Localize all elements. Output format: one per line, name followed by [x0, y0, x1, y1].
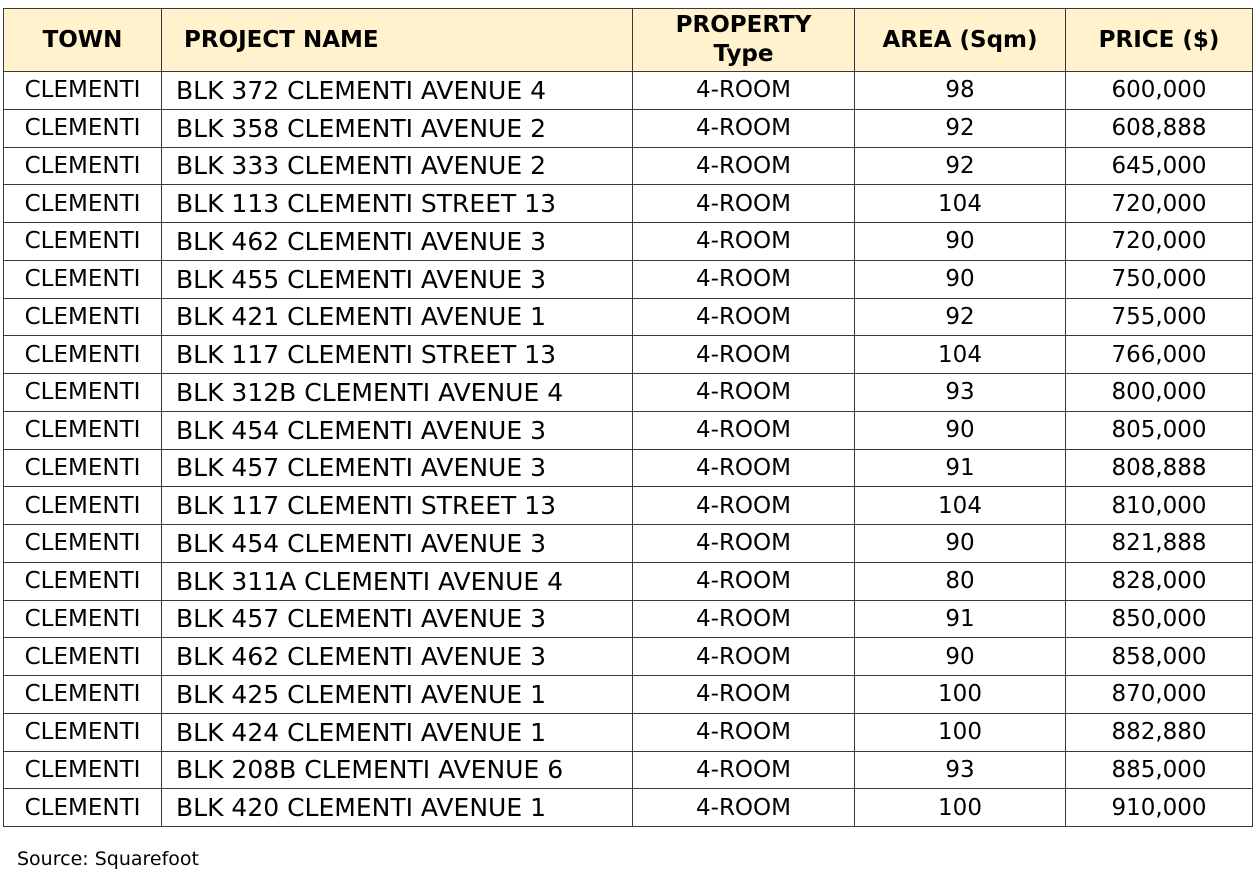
cell-area: 92	[855, 109, 1066, 147]
cell-area: 91	[855, 600, 1066, 638]
table-body	[4, 72, 1253, 827]
cell-town: CLEMENTI	[4, 374, 162, 412]
cell-town: CLEMENTI	[4, 223, 162, 261]
cell-property-type: 4-ROOM	[633, 751, 855, 789]
table-row	[4, 487, 1253, 525]
cell-area: 90	[855, 638, 1066, 676]
cell-area: 100	[855, 676, 1066, 714]
cell-property-type: 4-ROOM	[633, 411, 855, 449]
header-area: AREA (Sqm)	[855, 9, 1066, 72]
cell-project-name: BLK 421 CLEMENTI AVENUE 1	[162, 298, 633, 336]
cell-price: 910,000	[1066, 789, 1253, 827]
cell-town: CLEMENTI	[4, 72, 162, 110]
cell-project-name: BLK 455 CLEMENTI AVENUE 3	[162, 260, 633, 298]
cell-project-name: BLK 312B CLEMENTI AVENUE 4	[162, 374, 633, 412]
cell-project-name: BLK 454 CLEMENTI AVENUE 3	[162, 525, 633, 563]
table-row	[4, 109, 1253, 147]
header-price: PRICE ($)	[1066, 9, 1253, 72]
cell-town: CLEMENTI	[4, 600, 162, 638]
header-property-type	[633, 9, 855, 72]
table-row	[4, 72, 1253, 110]
table-row	[4, 336, 1253, 374]
cell-price: 600,000	[1066, 72, 1253, 110]
cell-price: 766,000	[1066, 336, 1253, 374]
cell-area: 80	[855, 562, 1066, 600]
table-row	[4, 751, 1253, 789]
cell-project-name: BLK 311A CLEMENTI AVENUE 4	[162, 562, 633, 600]
header-property-line1: PROPERTY	[675, 12, 812, 38]
cell-town: CLEMENTI	[4, 789, 162, 827]
cell-area: 92	[855, 298, 1066, 336]
cell-town: CLEMENTI	[4, 298, 162, 336]
cell-project-name: BLK 372 CLEMENTI AVENUE 4	[162, 72, 633, 110]
cell-price: 720,000	[1066, 185, 1253, 223]
cell-project-name: BLK 420 CLEMENTI AVENUE 1	[162, 789, 633, 827]
cell-property-type: 4-ROOM	[633, 298, 855, 336]
table-row	[4, 600, 1253, 638]
cell-price: 755,000	[1066, 298, 1253, 336]
table-header	[4, 9, 1253, 72]
cell-price: 850,000	[1066, 600, 1253, 638]
cell-project-name: BLK 424 CLEMENTI AVENUE 1	[162, 713, 633, 751]
cell-area: 90	[855, 411, 1066, 449]
cell-price: 870,000	[1066, 676, 1253, 714]
cell-price: 810,000	[1066, 487, 1253, 525]
cell-property-type: 4-ROOM	[633, 713, 855, 751]
header-row	[4, 9, 1253, 72]
cell-area: 93	[855, 374, 1066, 412]
table-row	[4, 147, 1253, 185]
cell-project-name: BLK 117 CLEMENTI STREET 13	[162, 487, 633, 525]
cell-project-name: BLK 457 CLEMENTI AVENUE 3	[162, 600, 633, 638]
cell-price: 828,000	[1066, 562, 1253, 600]
table-row	[4, 638, 1253, 676]
listing-table	[3, 8, 1253, 827]
cell-property-type: 4-ROOM	[633, 185, 855, 223]
cell-area: 104	[855, 336, 1066, 374]
cell-project-name: BLK 358 CLEMENTI AVENUE 2	[162, 109, 633, 147]
cell-price: 808,888	[1066, 449, 1253, 487]
cell-area: 92	[855, 147, 1066, 185]
cell-town: CLEMENTI	[4, 525, 162, 563]
table-row	[4, 713, 1253, 751]
cell-area: 100	[855, 713, 1066, 751]
cell-property-type: 4-ROOM	[633, 600, 855, 638]
cell-property-type: 4-ROOM	[633, 374, 855, 412]
cell-town: CLEMENTI	[4, 487, 162, 525]
cell-property-type: 4-ROOM	[633, 525, 855, 563]
table-row	[4, 525, 1253, 563]
cell-property-type: 4-ROOM	[633, 72, 855, 110]
cell-area: 90	[855, 525, 1066, 563]
cell-property-type: 4-ROOM	[633, 449, 855, 487]
cell-price: 805,000	[1066, 411, 1253, 449]
cell-project-name: BLK 113 CLEMENTI STREET 13	[162, 185, 633, 223]
cell-town: CLEMENTI	[4, 713, 162, 751]
cell-property-type: 4-ROOM	[633, 147, 855, 185]
cell-property-type: 4-ROOM	[633, 223, 855, 261]
cell-property-type: 4-ROOM	[633, 336, 855, 374]
cell-property-type: 4-ROOM	[633, 676, 855, 714]
table-row	[4, 223, 1253, 261]
cell-price: 885,000	[1066, 751, 1253, 789]
cell-town: CLEMENTI	[4, 638, 162, 676]
cell-area: 90	[855, 223, 1066, 261]
table-row	[4, 676, 1253, 714]
table-row	[4, 449, 1253, 487]
cell-town: CLEMENTI	[4, 260, 162, 298]
table-row	[4, 260, 1253, 298]
cell-area: 93	[855, 751, 1066, 789]
cell-town: CLEMENTI	[4, 676, 162, 714]
header-project-name: PROJECT NAME	[162, 9, 633, 72]
table-row	[4, 185, 1253, 223]
header-town: TOWN	[4, 9, 162, 72]
cell-project-name: BLK 454 CLEMENTI AVENUE 3	[162, 411, 633, 449]
cell-price: 800,000	[1066, 374, 1253, 412]
cell-town: CLEMENTI	[4, 109, 162, 147]
cell-price: 821,888	[1066, 525, 1253, 563]
table-row	[4, 789, 1253, 827]
cell-project-name: BLK 425 CLEMENTI AVENUE 1	[162, 676, 633, 714]
cell-property-type: 4-ROOM	[633, 789, 855, 827]
cell-town: CLEMENTI	[4, 751, 162, 789]
cell-price: 645,000	[1066, 147, 1253, 185]
table-row	[4, 374, 1253, 412]
source-note: Source: Squarefoot	[17, 848, 199, 870]
cell-property-type: 4-ROOM	[633, 562, 855, 600]
cell-area: 104	[855, 185, 1066, 223]
table-row	[4, 298, 1253, 336]
cell-property-type: 4-ROOM	[633, 109, 855, 147]
cell-project-name: BLK 462 CLEMENTI AVENUE 3	[162, 638, 633, 676]
cell-property-type: 4-ROOM	[633, 638, 855, 676]
cell-price: 720,000	[1066, 223, 1253, 261]
cell-price: 882,880	[1066, 713, 1253, 751]
table-row	[4, 411, 1253, 449]
cell-price: 858,000	[1066, 638, 1253, 676]
cell-town: CLEMENTI	[4, 449, 162, 487]
cell-town: CLEMENTI	[4, 147, 162, 185]
cell-price: 608,888	[1066, 109, 1253, 147]
cell-area: 90	[855, 260, 1066, 298]
cell-area: 98	[855, 72, 1066, 110]
cell-property-type: 4-ROOM	[633, 260, 855, 298]
cell-price: 750,000	[1066, 260, 1253, 298]
cell-town: CLEMENTI	[4, 562, 162, 600]
cell-area: 91	[855, 449, 1066, 487]
cell-town: CLEMENTI	[4, 411, 162, 449]
cell-project-name: BLK 462 CLEMENTI AVENUE 3	[162, 223, 633, 261]
cell-project-name: BLK 333 CLEMENTI AVENUE 2	[162, 147, 633, 185]
cell-project-name: BLK 208B CLEMENTI AVENUE 6	[162, 751, 633, 789]
cell-town: CLEMENTI	[4, 336, 162, 374]
cell-area: 104	[855, 487, 1066, 525]
cell-project-name: BLK 457 CLEMENTI AVENUE 3	[162, 449, 633, 487]
cell-property-type: 4-ROOM	[633, 487, 855, 525]
cell-project-name: BLK 117 CLEMENTI STREET 13	[162, 336, 633, 374]
header-property-line2: Type	[713, 41, 774, 67]
table-row	[4, 562, 1253, 600]
cell-town: CLEMENTI	[4, 185, 162, 223]
cell-area: 100	[855, 789, 1066, 827]
